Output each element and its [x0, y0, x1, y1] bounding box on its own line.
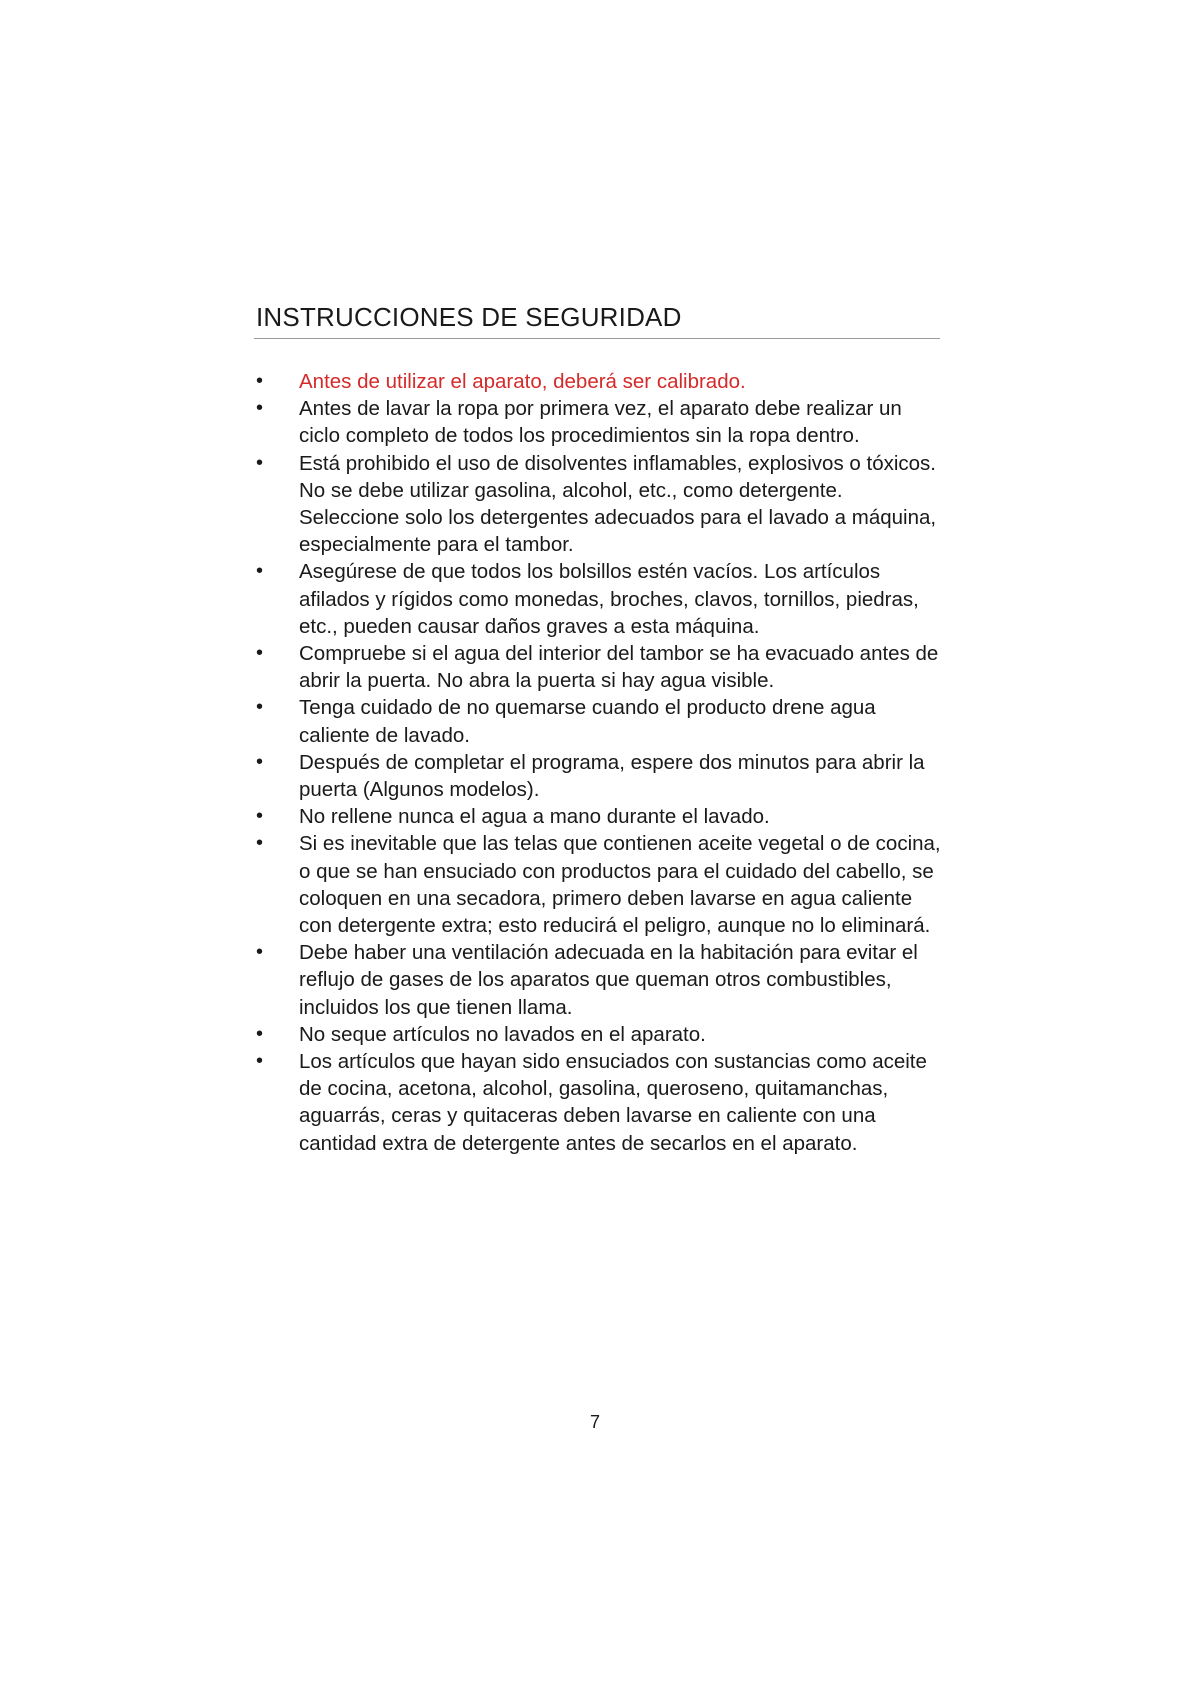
- bullet-icon: •: [256, 750, 264, 773]
- bullet-icon: •: [256, 1050, 264, 1073]
- title-divider: [254, 338, 940, 339]
- list-item: [256, 1048, 946, 1157]
- section-title: INSTRUCCIONES DE SEGURIDAD: [256, 302, 682, 332]
- bullet-icon: •: [256, 696, 264, 719]
- list-item: [256, 1021, 946, 1048]
- bullet-icon: •: [256, 805, 264, 828]
- bullet-icon: •: [256, 941, 264, 964]
- list-item-text: Si es inevitable que las telas que contienen aceite vegetal o de cocina, o que se han ensuciado con productos para el cuidado del cabello, se coloquen en una secadora, primero deben lavarse en agua caliente con detergente extra; esto reducirá el peligro, aunque no lo eliminará.: [299, 832, 941, 938]
- bullet-icon: •: [256, 560, 264, 583]
- list-item-text: Después de completar el programa, espere dos minutos para abrir la puerta (Algunos modelos).: [299, 750, 925, 802]
- list-item-calibration-warning: [256, 368, 946, 395]
- list-item-text: Tenga cuidado de no quemarse cuando el producto drene agua caliente de lavado.: [299, 696, 876, 747]
- list-item-text: Debe haber una ventilación adecuada en la habitación para evitar el reflujo de gases de los aparatos que queman otros combustibles, incluidos los que tienen llama.: [299, 941, 918, 1019]
- bullet-icon: •: [256, 397, 264, 420]
- bullet-icon: •: [256, 451, 264, 474]
- list-item: [256, 939, 946, 1021]
- list-item: [256, 694, 946, 748]
- list-item: [256, 450, 946, 559]
- list-item: [256, 803, 946, 830]
- list-item: [256, 558, 946, 640]
- list-item: [256, 749, 946, 803]
- bullet-icon: •: [256, 370, 264, 392]
- list-item-text: Está prohibido el uso de disolventes inflamables, explosivos o tóxicos. No se debe utilizar gasolina, alcohol, etc., como detergente. Seleccione solo los detergentes adecuados para el lavado a máquina, especialmente para el tambor.: [299, 451, 937, 557]
- list-item: [256, 640, 946, 694]
- safety-instructions-list: [256, 368, 946, 1157]
- list-item-text: Los artículos que hayan sido ensuciados con sustancias como aceite de cocina, acetona, alcohol, gasolina, queroseno, quitamanchas, aguarrás, ceras y quitaceras deben lavarse en caliente con una cantidad extra de detergente antes de secarlos en el aparato.: [299, 1050, 927, 1155]
- list-item-text: Compruebe si el agua del interior del tambor se ha evacuado antes de abrir la puerta. No abra la puerta si hay agua visible.: [299, 642, 939, 693]
- list-item: [256, 830, 946, 939]
- list-item-text: No rellene nunca el agua a mano durante el lavado.: [299, 805, 770, 829]
- bullet-icon: •: [256, 832, 264, 855]
- list-item-text: Antes de utilizar el aparato, deberá ser calibrado.: [299, 370, 746, 393]
- list-item-text: Antes de lavar la ropa por primera vez, el aparato debe realizar un ciclo completo de todos los procedimientos sin la ropa dentro.: [299, 397, 902, 448]
- page-number: 7: [589, 1412, 600, 1432]
- list-item-text: Asegúrese de que todos los bolsillos estén vacíos. Los artículos afilados y rígidos como monedas, broches, clavos, tornillos, piedras, etc., pueden causar daños graves a esta máquina.: [299, 560, 919, 638]
- list-item-text: No seque artículos no lavados en el aparato.: [299, 1022, 706, 1046]
- list-item: [256, 395, 946, 449]
- bullet-icon: •: [256, 1022, 264, 1045]
- bullet-icon: •: [256, 642, 264, 665]
